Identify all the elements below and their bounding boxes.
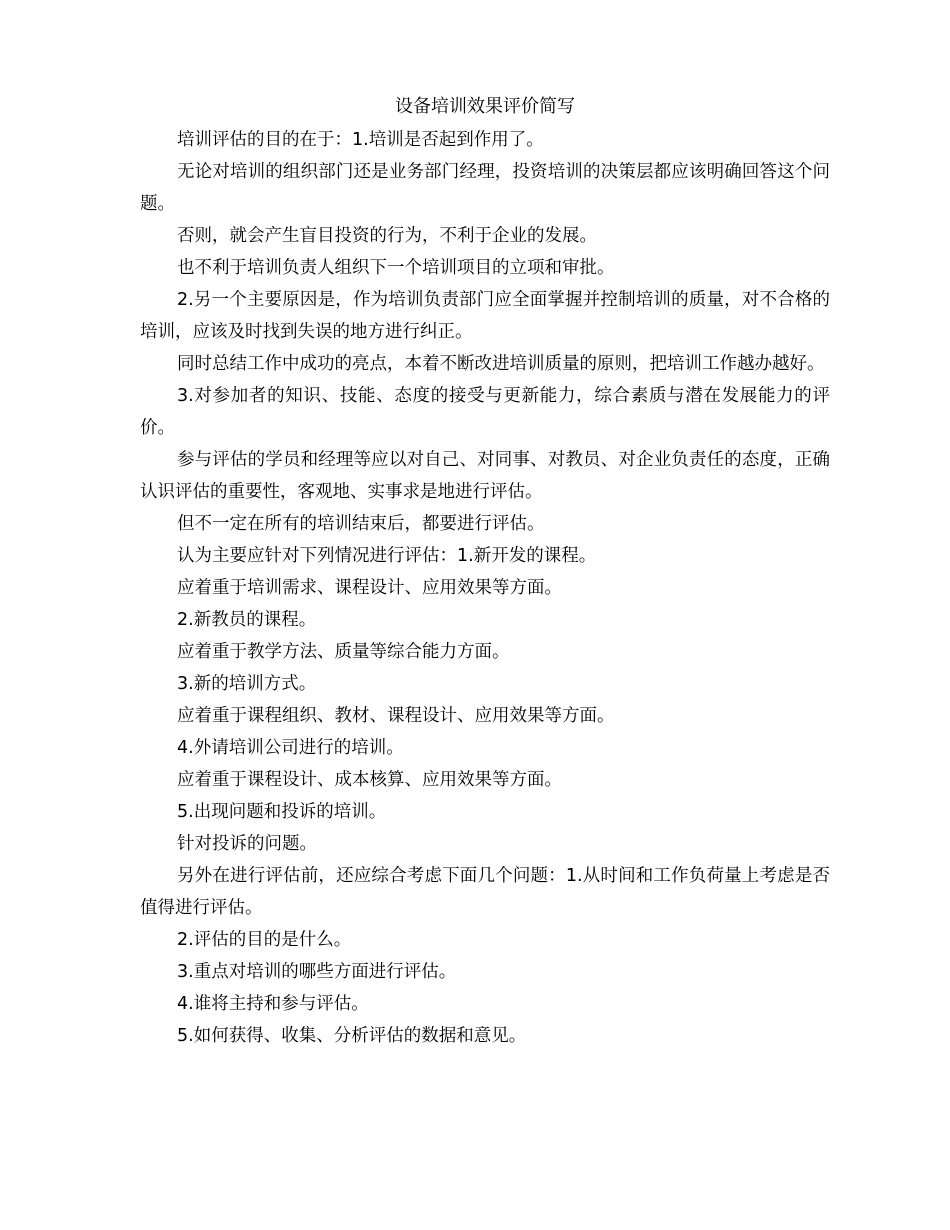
paragraph: 参与评估的学员和经理等应以对自己、对同事、对教员、对企业负责任的态度，正确认识评估的重要性，客观地、实事求是地进行评估。 (140, 450, 830, 502)
document-page (140, 96, 830, 1052)
paragraph: 5.如何获得、收集、分析评估的数据和意见。 (177, 1026, 527, 1046)
paragraph: 另外在进行评估前，还应综合考虑下面几个问题：1.从时间和工作负荷量上考虑是否值得进行评估。 (140, 866, 830, 918)
paragraph: 无论对培训的组织部门还是业务部门经理，投资培训的决策层都应该明确回答这个问题。 (140, 162, 830, 214)
paragraph: 2.另一个主要原因是，作为培训负责部门应全面掌握并控制培训的质量，对不合格的培训，应该及时找到失误的地方进行纠正。 (140, 290, 830, 342)
paragraph: 2.新教员的课程。 (177, 610, 317, 630)
paragraph: 4.外请培训公司进行的培训。 (177, 738, 404, 758)
paragraph: 2.评估的目的是什么。 (177, 930, 352, 950)
paragraph: 但不一定在所有的培训结束后，都要进行评估。 (177, 514, 545, 534)
paragraph: 4.谁将主持和参与评估。 (177, 994, 369, 1014)
paragraph: 5.出现问题和投诉的培训。 (177, 802, 387, 822)
paragraph: 也不利于培训负责人组织下一个培训项目的立项和审批。 (177, 258, 615, 278)
paragraph: 3.重点对培训的哪些方面进行评估。 (177, 962, 457, 982)
paragraph: 同时总结工作中成功的亮点，本着不断改进培训质量的原则，把培训工作越办越好。 (177, 354, 825, 374)
paragraph: 应着重于教学方法、质量等综合能力方面。 (177, 642, 510, 662)
document-title: 设备培训效果评价简写 (395, 96, 575, 117)
paragraph: 认为主要应针对下列情况进行评估：1.新开发的课程。 (177, 546, 597, 566)
paragraph: 应着重于培训需求、课程设计、应用效果等方面。 (177, 578, 562, 598)
paragraph: 培训评估的目的在于：1.培训是否起到作用了。 (177, 130, 544, 150)
paragraph: 应着重于课程设计、成本核算、应用效果等方面。 (177, 770, 562, 790)
paragraph: 应着重于课程组织、教材、课程设计、应用效果等方面。 (177, 706, 615, 726)
paragraph: 3.新的培训方式。 (177, 674, 317, 694)
paragraph: 3.对参加者的知识、技能、态度的接受与更新能力，综合素质与潜在发展能力的评价。 (140, 386, 830, 438)
paragraph: 针对投诉的问题。 (177, 834, 317, 854)
paragraph: 否则，就会产生盲目投资的行为，不利于企业的发展。 (177, 226, 597, 246)
